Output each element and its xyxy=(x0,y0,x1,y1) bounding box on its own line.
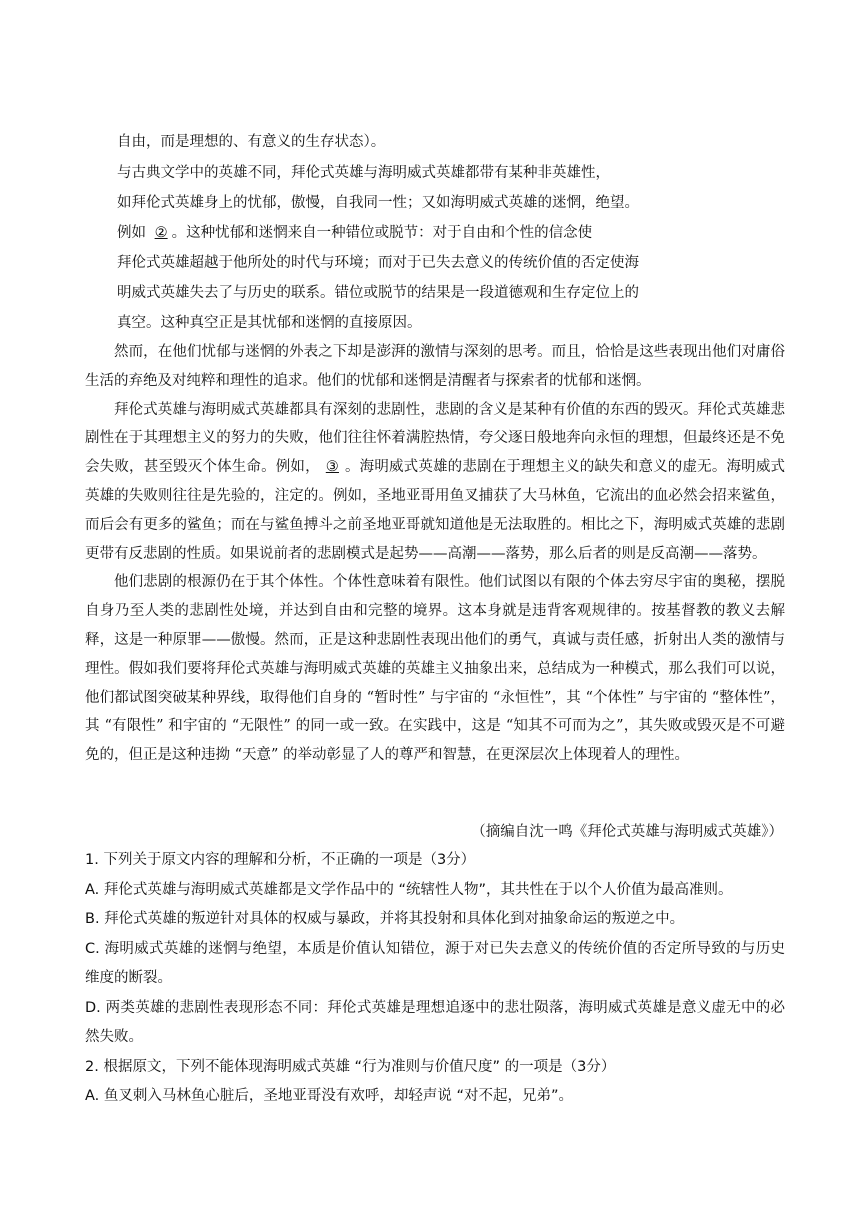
blank-2: ② xyxy=(154,225,168,241)
body-paragraphs xyxy=(85,338,785,770)
question-2-stem: 2. 根据原文，下列不能体现海明威式英雄 “行为准则与价值尺度” 的一项是（3分） xyxy=(85,1058,616,1075)
question-2-option-a: A. 鱼叉刺入马林鱼心脏后，圣地亚哥没有欢呼，却轻声说 “对不起，兄弟”。 xyxy=(85,1088,574,1104)
source-citation: （摘编自沈一鸣《拜伦式英雄与海明威式英雄》） xyxy=(471,824,783,840)
question-1-option-d: D. 两类英雄的悲剧性表现形态不同：拜伦式英雄是理想追逐中的悲壮陨落，海明威式英雄是意义虚无中的必然失败。 xyxy=(85,999,785,1045)
intro-line-2: 与古典文学中的英雄不同，拜伦式英雄与海明威式英雄都带有某种非英雄性， xyxy=(117,165,610,181)
intro-line-4 xyxy=(117,223,592,243)
question-1-option-b: B. 拜伦式英雄的叛逆针对具体的权威与暴政，并将其投射和具体化到对抽象命运的叛逆之中。 xyxy=(85,911,685,927)
blank-3: ③ xyxy=(325,459,339,476)
questions xyxy=(85,846,785,1112)
intro-line-6: 明威式英雄失去了与历史的联系。错位或脱节的结果是一段道德观和生存定位上的 xyxy=(117,285,639,301)
intro-line-4-start: 例如 xyxy=(117,225,146,241)
question-1-stem: 1. 下列关于原文内容的理解和分析，不正确的一项是（3分） xyxy=(85,852,476,868)
intro-line-4-rest: 。这种忧郁和迷惘来自一种错位或脱节：对于自由和个性的信念使 xyxy=(171,225,593,241)
paragraph-2 xyxy=(85,396,785,569)
question-1-option-a: A. 拜伦式英雄与海明威式英雄都是文学作品中的 “统辖性人物”，其共性在于以个人价值为最高准则。 xyxy=(85,881,733,898)
paragraph-1: 然而，在他们忧郁与迷惘的外表之下却是澎湃的激情与深刻的思考。而且，恰恰是这些表现出他们对庸俗生活的弃绝及对纯粹和理性的追求。他们的忧郁和迷惘是清醒者与探索者的忧郁和迷惘。 xyxy=(85,344,785,389)
paragraph-2-part-b: 。海明威式英雄的悲剧在于理想主义的缺失和意义的虚无。海明威式英雄的失败则往往是先验的，注定的。例如，圣地亚哥用鱼叉捕获了大马林鱼，它流出的血必然会招来鲨鱼，而后会有更多的鲨鱼；而在与鲨鱼搏斗之前圣地亚哥就知道他是无法取胜的。相比之下，海明威式英雄的悲剧更带有反悲剧的性质。如果说前者的悲剧模式是起势——高潮——落势，那么后者的则是反高潮——落势。 xyxy=(85,459,786,562)
question-1-option-c: C. 海明威式英雄的迷惘与绝望，本质是价值认知错位，源于对已失去意义的传统价值的否定所导致的与历史维度的断裂。 xyxy=(85,940,785,986)
paragraph-2-part-a: 拜伦式英雄与海明威式英雄都具有深刻的悲剧性，悲剧的含义是某种有价值的东西的毁灭。拜伦式英雄悲剧性在于其理想主义的努力的失败，他们往往怀着满腔热情，夸父逐日般地奔向永恒的理想，但最终还是不免会失败，甚至毁灭个体生命。例如， xyxy=(85,401,785,476)
intro-line-5: 拜伦式英雄超越于他所处的时代与环境；而对于已失去意义的传统价值的否定使海 xyxy=(117,255,639,271)
intro-line-1: 自由，而是理想的、有意义的生存状态）。 xyxy=(117,134,386,150)
intro-line-3: 如拜伦式英雄身上的忧郁，傲慢，自我同一性；又如海明威式英雄的迷惘，绝望。 xyxy=(117,195,639,211)
paragraph-3: 他们悲剧的根源仍在于其个体性。个体性意味着有限性。他们试图以有限的个体去穷尽宇宙的奥秘，摆脱自身乃至人类的悲剧性处境，并达到自由和完整的境界。这本身就是违背客观规律的。按基督教的教义去解释，这是一种原罪——傲慢。然而，正是这种悲剧性表现出他们的勇气，真诚与责任感，折射出人类的激情与理性。假如我们要将拜伦式英雄与海明威式英雄的英雄主义抽象出来，总结成为一种模式，那么我们可以说，他们都试图突破某种界线，取得他们自身的 “暂时性” 与宇宙的 “永恒性”，其 “个体性” 与宇宙的 “整体性”，其 “有限性” 和宇宙的 “无限性” 的同一或一致。在实践中，这是 “知其不可而为之”，其失败或毁灭是不可避免的，但正是这种违拗 “天意” 的举动彰显了人的尊严和智慧，在更深层次上体现着人的理性。 xyxy=(85,574,785,764)
intro-line-7: 真空。这种真空正是其忧郁和迷惘的直接原因。 xyxy=(117,315,422,331)
